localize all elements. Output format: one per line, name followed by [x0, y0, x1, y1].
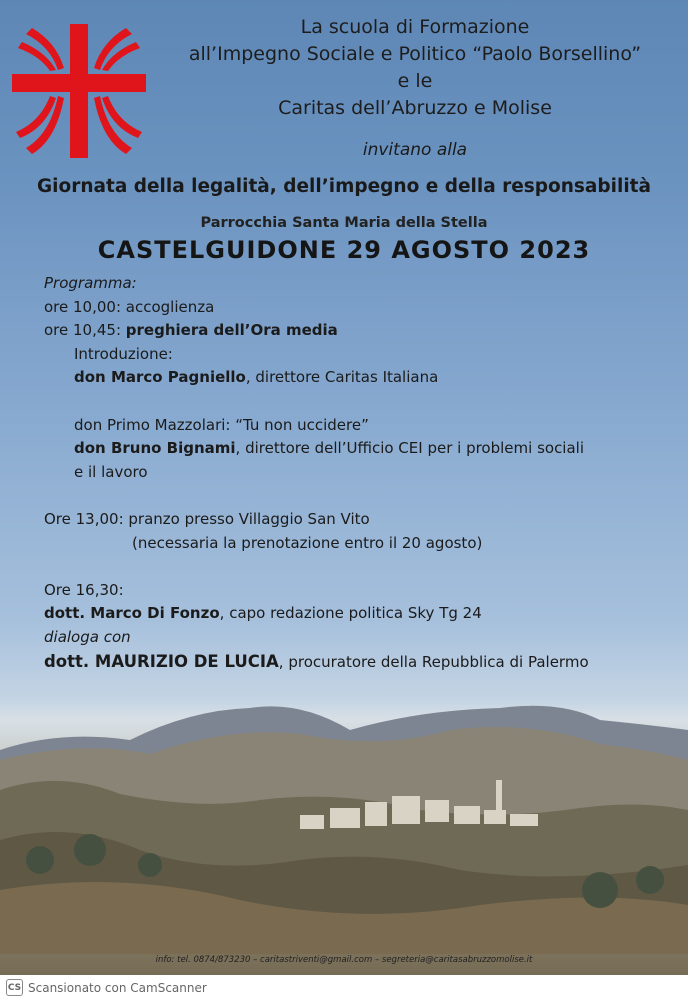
header-line-1: La scuola di Formazione — [300, 16, 530, 38]
program-item-pranzo: Ore 13,00: pranzo presso Villaggio San Vito — [44, 509, 370, 528]
event-venue: Parrocchia Santa Maria della Stella — [200, 215, 488, 231]
program-item-preghiera — [44, 319, 678, 343]
program-item-1630: Ore 16,30: — [44, 580, 124, 599]
intro-label: Introduzione: — [74, 344, 173, 363]
speaker-pagniello — [44, 366, 678, 390]
bignami-role-cont: e il lavoro — [74, 462, 148, 481]
difonzo-name: dott. Marco Di Fonzo — [44, 604, 220, 623]
pagniello-name: don Marco Pagniello — [74, 368, 246, 387]
speaker-bignami — [44, 437, 678, 461]
organizers-header — [150, 14, 680, 122]
pagniello-role: , direttore Caritas Italiana — [245, 368, 439, 387]
pranzo-note: (necessaria la prenotazione entro il 20 agosto) — [132, 533, 483, 552]
dialoga-text: dialoga con — [44, 627, 131, 646]
mazzolari-topic: don Primo Mazzolari: “Tu non uccidere” — [74, 415, 369, 434]
event-name: Giornata della legalità, dell’impegno e della responsabilità — [36, 176, 652, 197]
event-title: CASTELGUIDONE 29 AGOSTO 2023 — [97, 236, 591, 264]
header-line-3: e le — [397, 70, 433, 92]
invitano-text: invitano alla — [362, 140, 468, 160]
landscape-illustration — [0, 690, 688, 954]
contact-info: info: tel. 0874/873230 – caritastriventi@gmail.com – segreteria@caritasabruzzomolise.it — [155, 955, 533, 965]
program-item-accoglienza: ore 10,00: accoglienza — [44, 297, 215, 316]
time-1045: ore 10,45: — [44, 321, 126, 340]
speaker-difonzo — [44, 602, 678, 626]
preghiera-title: preghiera dell’Ora media — [125, 321, 338, 340]
camscanner-bar — [0, 975, 688, 1000]
speaker-delucia — [44, 650, 678, 675]
camscanner-icon: CS — [6, 979, 23, 996]
bignami-role: , direttore dell’Ufficio CEI per i problemi sociali — [235, 439, 585, 458]
header-line-2: all’Impegno Sociale e Politico “Paolo Borsellino” — [188, 43, 642, 65]
difonzo-role: , capo redazione politica Sky Tg 24 — [219, 604, 482, 623]
bignami-name: don Bruno Bignami — [74, 439, 236, 458]
caritas-cross-icon — [12, 24, 146, 158]
program-label: Programma: — [44, 274, 137, 292]
camscanner-label: Scansionato con CamScanner — [28, 980, 207, 995]
header-line-4: Caritas dell’Abruzzo e Molise — [278, 97, 552, 119]
program-section — [44, 272, 678, 674]
delucia-name: dott. MAURIZIO DE LUCIA — [44, 651, 279, 671]
delucia-role: , procuratore della Repubblica di Palermo — [278, 652, 589, 671]
